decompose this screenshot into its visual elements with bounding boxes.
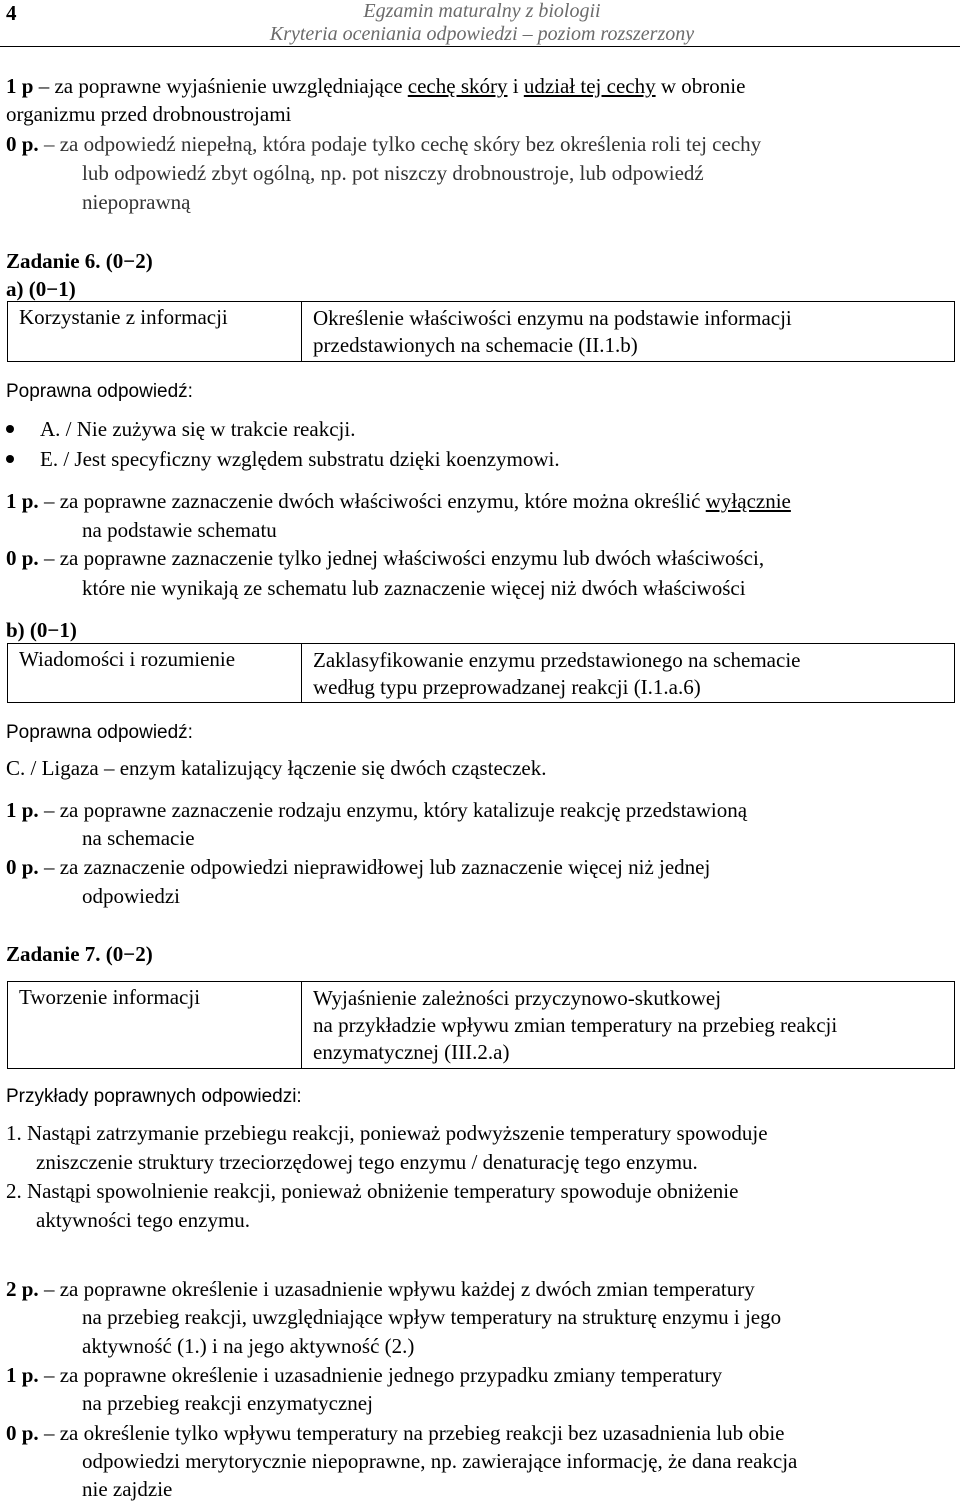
- task6a-criterion-0p-cont: które nie wynikają ze schematu lub zaznaczenie więcej niż dwóch właściwości: [82, 576, 746, 600]
- task7-requirement-line3: enzymatycznej (III.2.a): [313, 1040, 510, 1064]
- page-number: 4: [6, 1, 17, 25]
- task6a-requirement-line2: przedstawionych na schemacie (II.1.b): [313, 333, 638, 357]
- task6b-criterion-1p-cont: na schemacie: [82, 826, 195, 850]
- task6a-label: a) (0−1): [6, 277, 76, 301]
- task7-criterion-1p-cont: na przebieg reakcji enzymatycznej: [82, 1391, 373, 1415]
- task6b-requirement-line1: Zaklasyfikowanie enzymu przedstawionego na schemacie: [313, 648, 801, 672]
- prev-criterion-0p: 0 p. – za odpowiedź niepełną, która podaje tylko cechę skóry bez określenia roli tej cechy: [6, 132, 762, 156]
- task6b-answer-heading: Poprawna odpowiedź:: [6, 722, 193, 743]
- task6b-criterion-0p: 0 p. – za zaznaczenie odpowiedzi nieprawidłowej lub zaznaczenie więcej niż jednej: [6, 855, 711, 879]
- prev-criterion-1p-cont: organizmu przed drobnoustrojami: [6, 102, 292, 126]
- task6a-criterion-1p-cont: na podstawie schematu: [82, 518, 277, 542]
- task7-criterion-0p-cont2: nie zajdzie: [82, 1477, 173, 1501]
- task6b-label: b) (0−1): [6, 618, 77, 642]
- page-header: [0, 0, 960, 47]
- task7-skill: Tworzenie informacji: [19, 985, 201, 1009]
- bullet-icon: [6, 425, 14, 433]
- task6-title: Zadanie 6. (0−2): [6, 249, 153, 273]
- task7-example-2-cont: aktywności tego enzymu.: [36, 1208, 251, 1232]
- task6a-requirements-table: [7, 301, 955, 362]
- task7-criterion-1p: 1 p. – za poprawne określenie i uzasadnienie jednego przypadku zmiany temperatury: [6, 1363, 723, 1387]
- header-subtitle: Kryteria oceniania odpowiedzi – poziom rozszerzony: [269, 23, 695, 45]
- task6a-answer-2: E. / Jest specyficzny względem substratu dzięki koenzymowi.: [40, 447, 560, 471]
- task6b-requirement-line2: według typu przeprowadzanej reakcji (I.1.a.6): [313, 675, 701, 699]
- task7-title: Zadanie 7. (0−2): [6, 942, 153, 966]
- task7-criterion-2p-cont2: aktywność (1.) i na jego aktywność (2.): [82, 1334, 415, 1358]
- task7-criterion-0p: 0 p. – za określenie tylko wpływu temperatury na przebieg reakcji bez uzasadnienia lub obie: [6, 1421, 785, 1445]
- task7-examples-heading: Przykłady poprawnych odpowiedzi:: [6, 1086, 302, 1107]
- task7-criterion-2p-cont1: na przebieg reakcji, uwzględniające wpływ temperatury na strukturę enzymu i jego: [82, 1305, 782, 1329]
- task6a-requirement-line1: Określenie właściwości enzymu na podstawie informacji: [313, 306, 792, 330]
- prev-criterion-0p-cont1: lub odpowiedź zbyt ogólną, np. pot niszczy drobnoustroje, lub odpowiedź: [82, 161, 704, 185]
- task6a-skill: Korzystanie z informacji: [19, 305, 228, 329]
- task7-requirement-line1: Wyjaśnienie zależności przyczynowo-skutkowej: [313, 986, 722, 1010]
- bullet-icon: [6, 455, 14, 463]
- task6a-criterion-0p: 0 p. – za poprawne zaznaczenie tylko jednej właściwości enzymu lub dwóch właściwości,: [6, 546, 765, 570]
- task6a-criterion-1p: 1 p. – za poprawne zaznaczenie dwóch właściwości enzymu, które można określić wyłącznie: [6, 489, 791, 513]
- task7-example-1-cont: zniszczenie struktury trzeciorzędowej tego enzymu / denaturację tego enzymu.: [36, 1150, 698, 1174]
- prev-criterion-0p-cont2: niepoprawną: [82, 190, 191, 214]
- task7-criterion-2p: 2 p. – za poprawne określenie i uzasadnienie wpływu każdej z dwóch zmian temperatury: [6, 1277, 755, 1301]
- task6b-answer: C. / Ligaza – enzym katalizujący łączenie się dwóch cząsteczek.: [6, 756, 547, 780]
- task7-example-2: 2. Nastąpi spowolnienie reakcji, ponieważ obniżenie temperatury spowoduje obniżenie: [6, 1179, 739, 1203]
- task6a-answer-1: A. / Nie zużywa się w trakcie reakcji.: [40, 417, 356, 441]
- task7-requirement-line2: na przykładzie wpływu zmian temperatury na przebieg reakcji: [313, 1013, 838, 1037]
- task6b-skill: Wiadomości i rozumienie: [19, 647, 236, 671]
- header-title: Egzamin maturalny z biologii: [363, 0, 601, 22]
- task6b-criterion-1p: 1 p. – za poprawne zaznaczenie rodzaju enzymu, który katalizuje reakcję przedstawioną: [6, 798, 748, 822]
- task6b-requirements-table: [7, 643, 955, 703]
- task7-criterion-0p-cont1: odpowiedzi merytorycznie niepoprawne, np. zawierające informację, że dana reakcja: [82, 1449, 798, 1473]
- task7-example-1: 1. Nastąpi zatrzymanie przebiegu reakcji, ponieważ podwyższenie temperatury spowoduje: [6, 1121, 768, 1145]
- task6a-answer-heading: Poprawna odpowiedź:: [6, 381, 193, 402]
- task6b-criterion-0p-cont: odpowiedzi: [82, 884, 180, 908]
- task7-requirements-table: [7, 981, 955, 1069]
- prev-criterion-1p: 1 p – za poprawne wyjaśnienie uwzględniające cechę skóry i udział tej cechy w obronie: [6, 74, 746, 98]
